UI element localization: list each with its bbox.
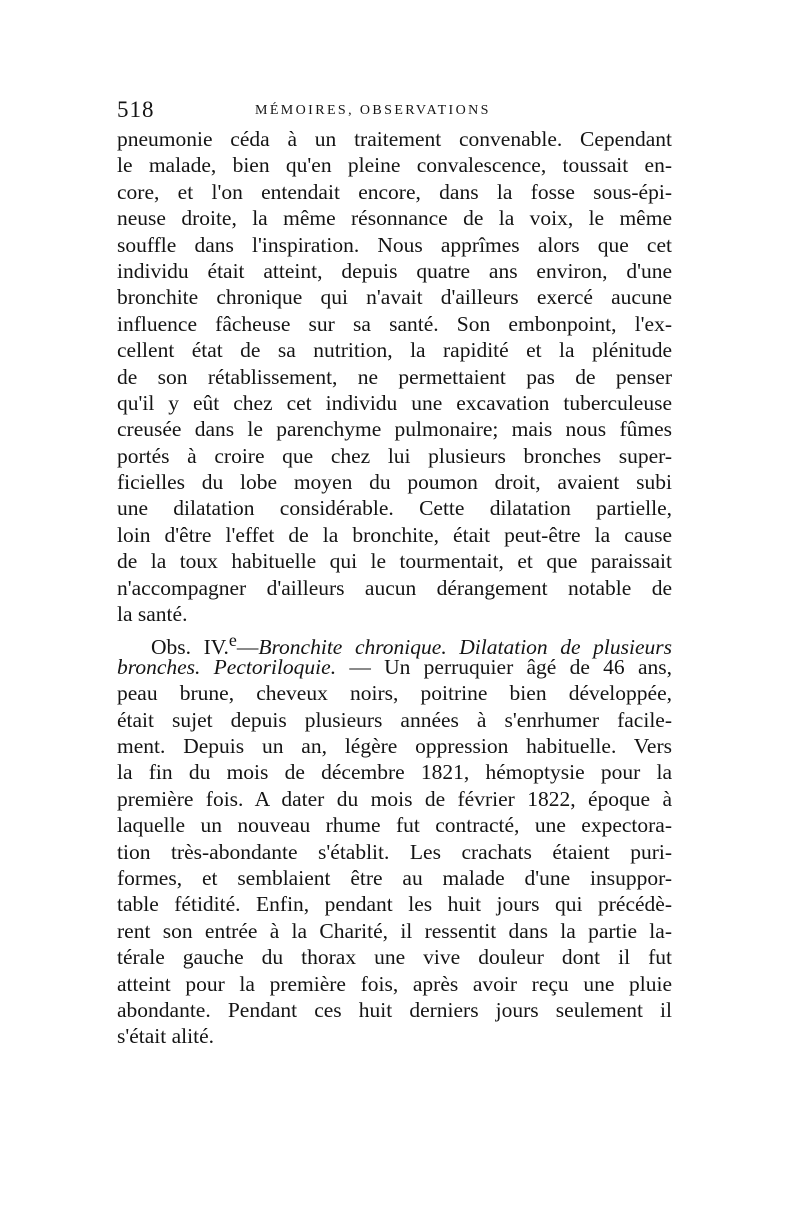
observation-dash: — <box>236 635 259 660</box>
text-line: loin d'être l'effet de la bronchite, était peut-être la cause <box>117 522 672 547</box>
observation-heading-continued <box>117 654 672 680</box>
text-line: table fétidité. Enfin, pendant les huit jours qui précédè- <box>117 892 672 917</box>
text-line: creusée dans le parenchyme pulmonaire; mais nous fûmes <box>117 417 672 442</box>
text-line: influence fâcheuse sur sa santé. Son embonpoint, l'ex- <box>117 311 672 336</box>
text-line: laquelle un nouveau rhume fut contracté, une expectora- <box>117 813 672 838</box>
text-line: était sujet depuis plusieurs années à s'enrhumer facile- <box>117 707 672 732</box>
text-line: souffle dans l'inspiration. Nous apprîmes alors que cet <box>117 232 672 257</box>
text-line: individu était atteint, depuis quatre ans environ, d'une <box>117 258 672 283</box>
text-line: core, et l'on entendait encore, dans la fosse sous-épi- <box>117 179 672 204</box>
text-line: peau brune, cheveux noirs, poitrine bien développée, <box>117 681 672 706</box>
page-number: 518 <box>117 97 155 122</box>
text-line: qu'il y eût chez cet individu une excavation tuberculeuse <box>117 390 672 415</box>
text-line: neuse droite, la même résonnance de la voix, le même <box>117 206 672 231</box>
observation-heading <box>117 627 672 660</box>
text-line: le malade, bien qu'en pleine convalescence, toussait en- <box>117 153 672 178</box>
text-line: abondante. Pendant ces huit derniers jours seulement il <box>117 997 672 1022</box>
text-line: ficielles du lobe moyen du poumon droit, avaient subi <box>117 470 672 495</box>
observation-label: Obs. IV. <box>151 635 229 660</box>
text-line: la fin du mois de décembre 1821, hémoptysie pour la <box>117 760 672 785</box>
body-text <box>117 126 672 1050</box>
text-line: ment. Depuis un an, légère oppression habituelle. Vers <box>117 733 672 758</box>
text-line: n'accompagner d'ailleurs aucun dérangement notable de <box>117 575 672 600</box>
text-line: s'était alité. <box>117 1024 215 1049</box>
text-line: tion très-abondante s'établit. Les crachats étaient puri- <box>117 839 672 864</box>
observation-title-continued: bronches. Pectoriloquie. <box>117 654 337 679</box>
text-line: rent son entrée à la Charité, il ressentit dans la partie la- <box>117 918 672 943</box>
text-line: de la toux habituelle qui le tourmentait, et que paraissait <box>117 549 672 574</box>
text-line: première fois. A dater du mois de février 1822, époque à <box>117 786 672 811</box>
text-line: formes, et semblaient être au malade d'une insuppor- <box>117 865 672 890</box>
text-line: la santé. <box>117 602 188 627</box>
text-line: portés à croire que chez lui plusieurs bronches super- <box>117 443 672 468</box>
text-line: bronchite chronique qui n'avait d'ailleurs exercé aucune <box>117 285 672 310</box>
text-line: térale gauche du thorax une vive douleur dont il fut <box>117 945 672 970</box>
page-header <box>117 97 677 127</box>
observation-title: Bronchite chronique. Dilatation de plusieurs <box>258 635 672 660</box>
text-line: cellent état de sa nutrition, la rapidité et la plénitude <box>117 338 672 363</box>
observation-label-superscript: e <box>228 630 237 651</box>
text-line: de son rétablissement, ne permettaient pas de penser <box>117 364 672 389</box>
observation-text-start: — Un perruquier âgé de 46 ans, <box>336 654 672 679</box>
running-title: MÉMOIRES, OBSERVATIONS <box>255 103 491 118</box>
text-line: pneumonie céda à un traitement convenable. Cependant <box>117 127 672 151</box>
text-line: une dilatation considérable. Cette dilatation partielle, <box>117 496 672 521</box>
text-line: atteint pour la première fois, après avoir reçu une pluie <box>117 971 672 996</box>
